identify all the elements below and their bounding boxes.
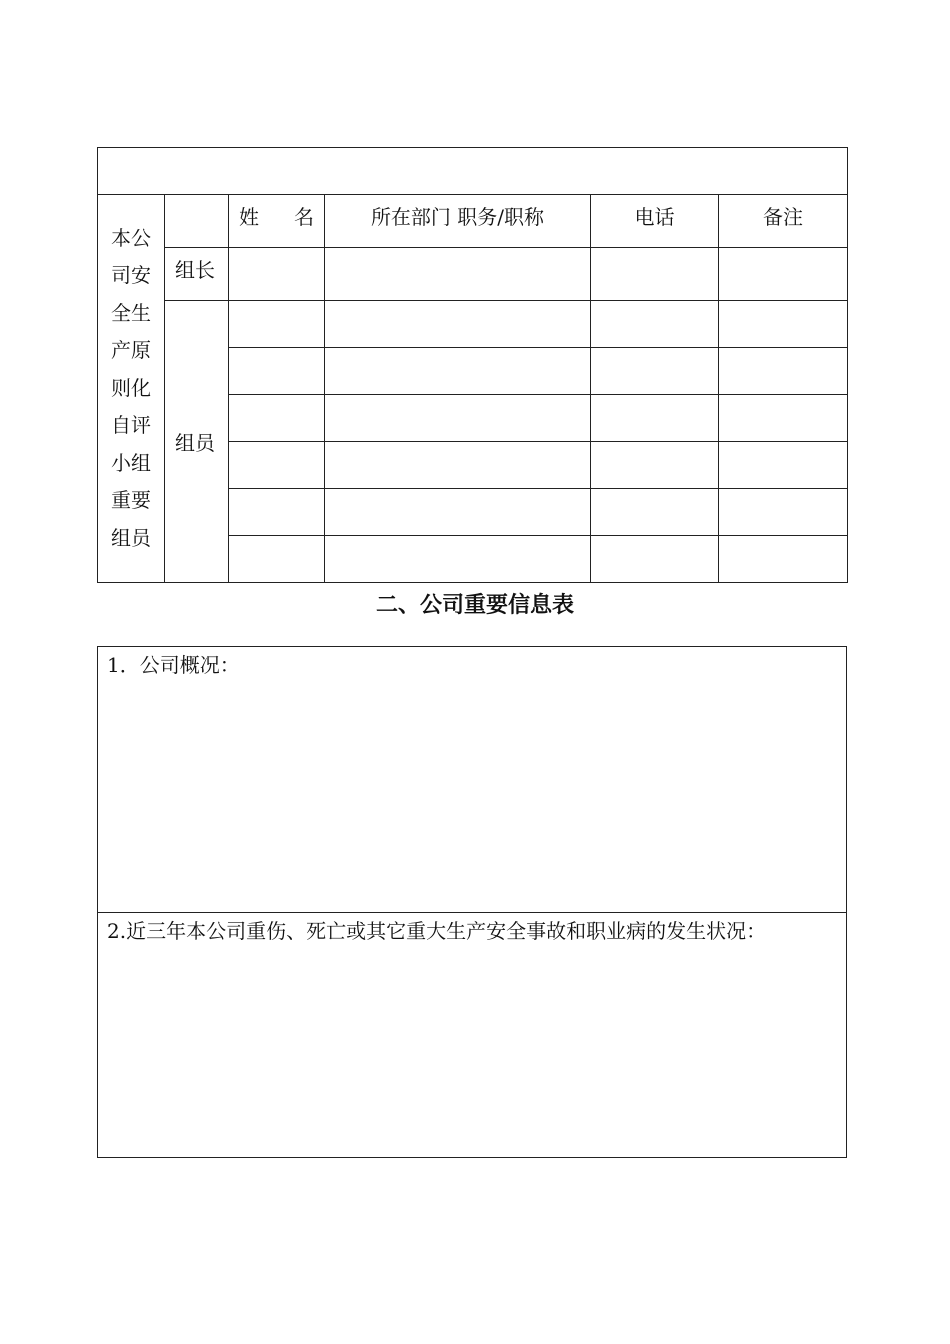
member-remark-cell[interactable] — [719, 536, 848, 583]
name-header — [229, 195, 325, 248]
member-phone-cell[interactable] — [591, 348, 719, 395]
member-phone-cell[interactable] — [591, 489, 719, 536]
group-row-label-line: 自评 — [111, 413, 151, 438]
self-evaluation-group-table — [97, 147, 848, 583]
member-label: 组员 — [165, 301, 229, 583]
member-phone-cell[interactable] — [591, 395, 719, 442]
member-dept-cell[interactable] — [325, 489, 591, 536]
member-remark-cell[interactable] — [719, 395, 848, 442]
header-row — [98, 195, 848, 248]
member-name-cell[interactable] — [229, 489, 325, 536]
group-row-label-line: 产原 — [111, 338, 151, 363]
group-row-label-line: 则化 — [111, 375, 151, 400]
section-title: 二、公司重要信息表 — [375, 593, 574, 618]
member-phone-cell[interactable] — [591, 301, 719, 348]
remark-header: 备注 — [719, 195, 848, 248]
leader-name-cell[interactable] — [229, 248, 325, 301]
leader-remark-cell[interactable] — [719, 248, 848, 301]
name-header-char-1: 姓 — [239, 205, 259, 229]
accident-history-cell[interactable] — [98, 913, 847, 1158]
blank-top-row — [98, 148, 848, 195]
member-name-cell[interactable] — [229, 536, 325, 583]
dept-title-header: 所在部门 职务/职称 — [325, 195, 591, 248]
group-row-label — [98, 195, 165, 583]
member-dept-cell[interactable] — [325, 442, 591, 489]
role-header-cell — [165, 195, 229, 248]
member-remark-cell[interactable] — [719, 489, 848, 536]
member-name-cell[interactable] — [229, 348, 325, 395]
member-remark-cell[interactable] — [719, 442, 848, 489]
phone-header: 电话 — [591, 195, 719, 248]
leader-dept-cell[interactable] — [325, 248, 591, 301]
group-row-label-line: 本公 — [111, 225, 151, 250]
group-row-label-line: 组员 — [111, 525, 151, 550]
company-overview-cell[interactable] — [98, 647, 847, 913]
member-name-cell[interactable] — [229, 442, 325, 489]
member-remark-cell[interactable] — [719, 348, 848, 395]
accident-history-label: 2.近三年本公司重伤、死亡或其它重大生产安全事故和职业病的发生状况： — [107, 919, 767, 943]
accident-history-row — [98, 913, 847, 1158]
member-dept-cell[interactable] — [325, 348, 591, 395]
member-dept-cell[interactable] — [325, 395, 591, 442]
name-header-char-2: 名 — [294, 205, 314, 229]
member-phone-cell[interactable] — [591, 442, 719, 489]
group-row-label-line: 司安 — [111, 263, 151, 288]
group-row-label-line: 重要 — [111, 488, 151, 513]
group-row-label-line: 小组 — [111, 450, 151, 475]
leader-label: 组长 — [165, 248, 229, 301]
leader-phone-cell[interactable] — [591, 248, 719, 301]
leader-row — [98, 248, 848, 301]
member-dept-cell[interactable] — [325, 536, 591, 583]
group-row-label-line: 全生 — [111, 300, 151, 325]
company-info-table — [97, 646, 847, 1158]
member-name-cell[interactable] — [229, 301, 325, 348]
member-dept-cell[interactable] — [325, 301, 591, 348]
member-row — [98, 301, 848, 348]
member-phone-cell[interactable] — [591, 536, 719, 583]
blank-cell[interactable] — [98, 148, 848, 195]
company-overview-label: 1．公司概况： — [107, 653, 240, 677]
company-overview-row — [98, 647, 847, 913]
member-remark-cell[interactable] — [719, 301, 848, 348]
member-name-cell[interactable] — [229, 395, 325, 442]
